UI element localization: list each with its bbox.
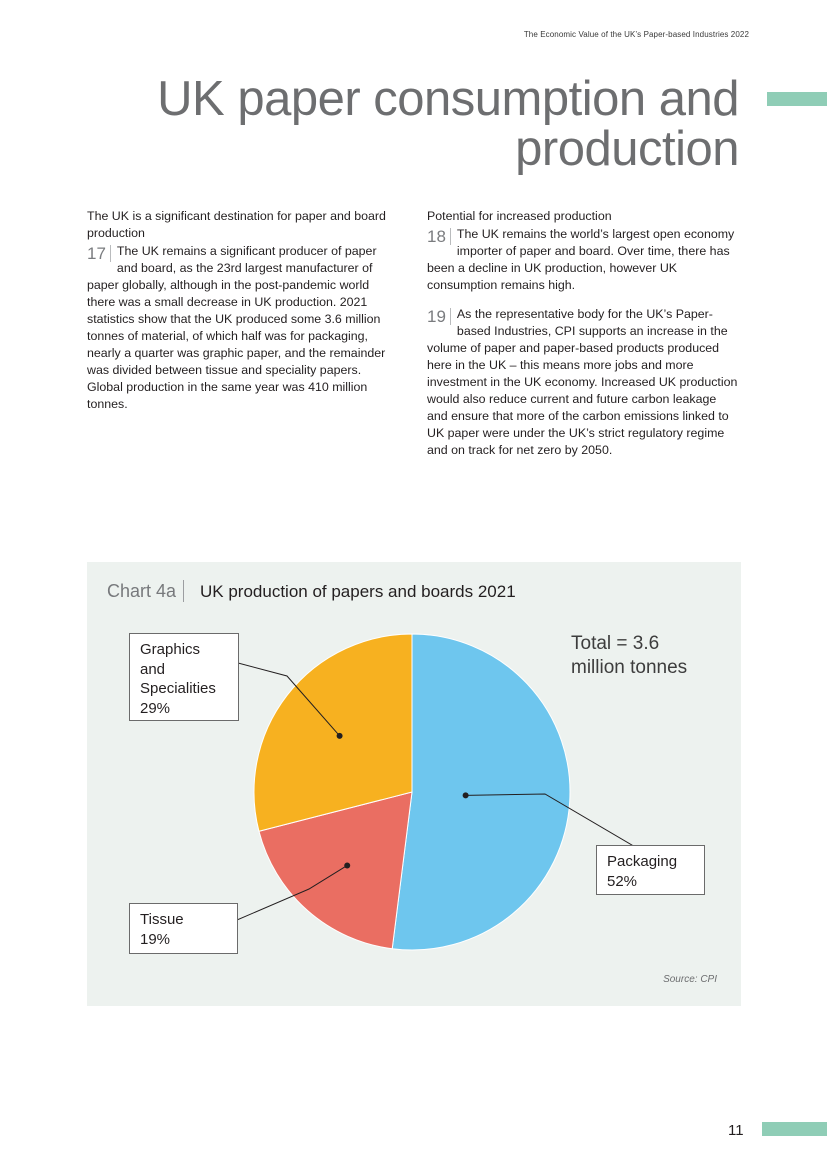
callout-label: Tissue: [140, 911, 184, 928]
callout-label-line: and: [140, 660, 166, 678]
callout-value: 19%: [140, 930, 171, 948]
callout-graphics-specialities: [129, 633, 239, 721]
callout-label: Packaging: [607, 853, 678, 870]
chart-number-label: Chart 4a: [107, 581, 177, 601]
page-title-line-2: production: [515, 122, 739, 176]
chart-title: UK production of papers and boards 2021: [200, 582, 516, 601]
right-column-heading: Potential for increased production: [427, 209, 612, 223]
paragraph-text: The UK remains a significant producer of paper and board, as the 23rd largest manufacturer of paper globally, although in the post-pandemic world there was a small decrease in UK production. 2021 statistics show that the UK produced some 3.6 million tonnes of material, of which half was for packaging, nearly a quarter was graphic paper, and the remainder was divided between tissue and speciality papers. Global production in the same year was 410 million tonnes.: [87, 244, 386, 411]
callout-label-line: Graphics: [140, 641, 201, 658]
paragraph-17: [87, 243, 399, 413]
right-column: [427, 208, 739, 471]
leader-dot: [344, 862, 350, 868]
page-number: 11: [728, 1122, 744, 1139]
leader-dot: [463, 792, 469, 798]
accent-bar: [762, 1122, 827, 1136]
paragraph-text: The UK remains the world’s largest open economy importer of paper and board. Over time, there has been a decline in UK production, however UK consumption remains high.: [427, 227, 735, 292]
callout-label-line: Specialities: [140, 680, 216, 697]
paragraph-number: 19: [427, 308, 451, 325]
left-column: [87, 208, 399, 425]
callout-value: 52%: [607, 872, 638, 890]
paragraph-number: 17: [87, 245, 111, 262]
left-column-heading: The UK is a significant destination for paper and board production: [87, 209, 386, 240]
callout-tissue: [129, 903, 238, 954]
paragraph-number: 18: [427, 228, 451, 245]
leader-dot: [337, 733, 343, 739]
chart-total-line-1: Total = 3.6: [571, 633, 660, 654]
chart-panel: [87, 562, 741, 1006]
callout-value: 29%: [140, 699, 171, 717]
paragraph-19: [427, 306, 739, 459]
pie-slice-packaging: [392, 634, 570, 950]
accent-bar: [767, 92, 827, 106]
chart-total-line-2: million tonnes: [571, 657, 688, 678]
page-title-line-1: UK paper consumption and: [157, 72, 739, 126]
callout-packaging: [596, 845, 705, 895]
paragraph-text: As the representative body for the UK’s Paper-based Industries, CPI supports an increase in the volume of paper and paper-based products produced here in the UK – this means more jobs and more investment in the UK economy. Increased UK production would also reduce current and future carbon leakage and ensure that more of the carbon emissions linked to UK paper were under the UK’s strict regulatory regime and on track for net zero by 2050.: [427, 307, 738, 457]
running-header: The Economic Value of the UK’s Paper-based Industries 2022: [523, 30, 749, 39]
paragraph-18: [427, 226, 739, 294]
chart-source: Source: CPI: [663, 974, 717, 985]
page-title: [99, 74, 739, 174]
